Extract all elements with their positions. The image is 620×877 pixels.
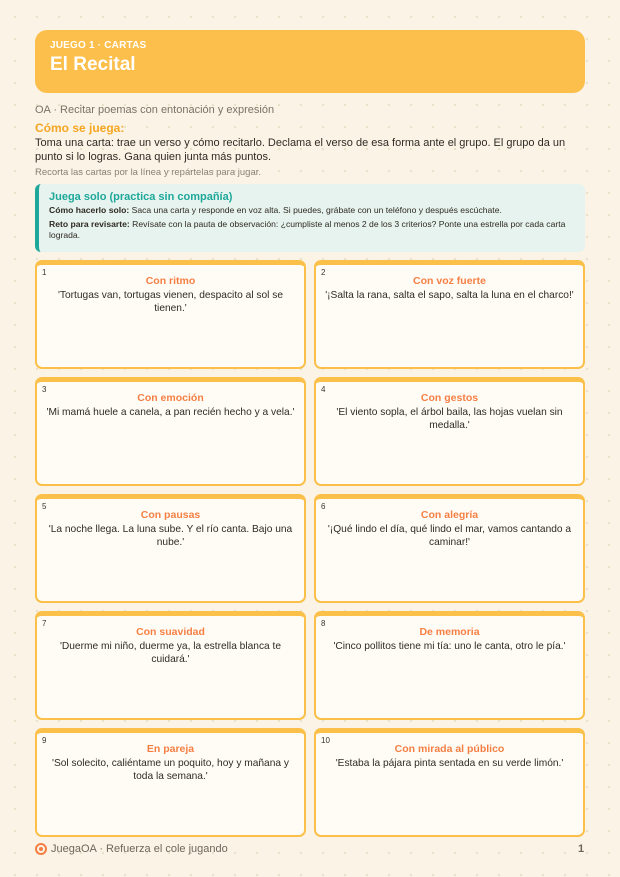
card-number: 9 xyxy=(42,736,47,745)
footer xyxy=(35,843,228,855)
card-label: Con gestos xyxy=(420,392,479,404)
how-to-play-text: Toma una carta: trae un verso y cómo recitarlo. Declama el verso de esa forma ante el grupo. El grupo da un punto si lo logras. Gana quien junta más puntos. xyxy=(35,137,566,163)
card-verse: 'La noche llega. La luna sube. Y el río canta. Bajo una nube.' xyxy=(48,524,293,548)
card-verse: 'Cinco pollitos tiene mi tía: uno le canta, otro le pía.' xyxy=(333,641,566,652)
page-header xyxy=(35,30,585,93)
card-label: Con ritmo xyxy=(145,275,196,287)
card-verse: 'Duerme mi niño, duerme ya, la estrella blanca te cuidará.' xyxy=(59,641,282,665)
card-number: 3 xyxy=(42,385,47,394)
recital-card[interactable] xyxy=(314,377,585,486)
card-verse: '¡Salta la rana, salta el sapo, salta la luna en el charco!' xyxy=(325,290,574,301)
solo-how-label: Cómo hacerlo solo: xyxy=(49,205,130,215)
page-title: El Recital xyxy=(50,54,136,75)
solo-challenge-text: Revísate con la pauta de observación: ¿cumpliste al menos 2 de los 3 criterios? Ponte una estrella por cada carta lograda. xyxy=(49,218,566,240)
card-number: 10 xyxy=(321,736,330,745)
page-number: 1 xyxy=(578,843,585,855)
card-verse: 'Sol solecito, caliéntame un poquito, hoy y mañana y toda la semana.' xyxy=(52,758,289,782)
card-number: 7 xyxy=(42,619,47,628)
recital-card[interactable] xyxy=(35,728,306,837)
brand-logo-icon xyxy=(35,843,47,855)
card-number: 4 xyxy=(321,385,326,394)
solo-challenge-label: Reto para revisarte: xyxy=(49,218,130,229)
card-label: Con pausas xyxy=(140,509,201,521)
recital-card[interactable] xyxy=(314,611,585,720)
game-kicker: JUEGO 1 · CARTAS xyxy=(50,40,147,51)
card-label: Con alegría xyxy=(420,509,479,521)
solo-title: Juega solo (practica sin compañía) xyxy=(49,191,233,203)
card-verse: 'Estaba la pájara pinta sentada en su verde limón.' xyxy=(335,758,564,769)
card-label: De memoria xyxy=(419,626,480,638)
solo-play-box xyxy=(35,184,585,252)
recital-card[interactable] xyxy=(35,377,306,486)
solo-challenge-line xyxy=(49,219,573,242)
cut-note: Recorta las cartas por la línea y repártelas para jugar. xyxy=(35,167,262,178)
solo-how-line xyxy=(49,205,573,217)
card-verse: 'Tortugas van, tortugas vienen, despacito al sol se tienen.' xyxy=(57,290,284,314)
card-verse: 'El viento sopla, el árbol baila, las hojas vuelan sin medalla.' xyxy=(336,407,563,431)
card-label: Con voz fuerte xyxy=(413,275,486,287)
card-number: 1 xyxy=(42,268,47,277)
recital-card[interactable] xyxy=(314,728,585,837)
card-label: Con suavidad xyxy=(136,626,205,638)
learning-objective: OA · Recitar poemas con entonación y expresión xyxy=(35,104,275,116)
card-number: 6 xyxy=(321,502,326,511)
card-label: Con mirada al público xyxy=(394,743,505,755)
recital-card[interactable] xyxy=(35,260,306,369)
recital-card[interactable] xyxy=(314,260,585,369)
card-verse: '¡Qué lindo el día, qué lindo el mar, vamos cantando a caminar!' xyxy=(327,524,572,548)
card-number: 2 xyxy=(321,268,326,277)
card-number: 8 xyxy=(321,619,326,628)
footer-brand: JuegaOA · Refuerza el cole jugando xyxy=(51,843,228,855)
card-label: Con emoción xyxy=(137,392,204,404)
recital-card[interactable] xyxy=(35,494,306,603)
card-verse: 'Mi mamá huele a canela, a pan recién hecho y a vela.' xyxy=(46,407,295,418)
card-label: En pareja xyxy=(146,743,195,755)
card-number: 5 xyxy=(42,502,47,511)
recital-card[interactable] xyxy=(314,494,585,603)
how-to-play-title: Cómo se juega: xyxy=(35,121,125,135)
solo-how-text: Saca una carta y responde en voz alta. Si puedes, grábate con un teléfono y después escúchate. xyxy=(129,205,502,215)
recital-card[interactable] xyxy=(35,611,306,720)
